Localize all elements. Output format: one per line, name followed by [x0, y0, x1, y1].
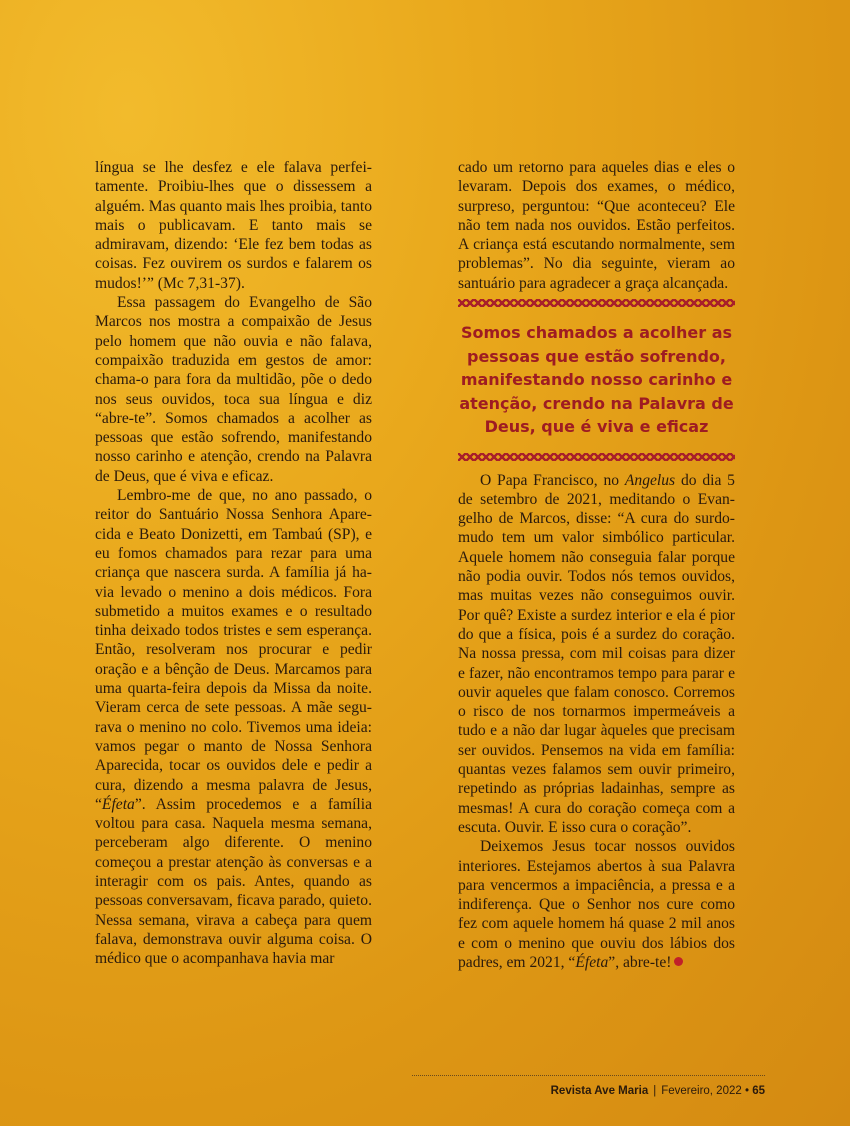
- right-column: [458, 158, 735, 972]
- page-number: 65: [752, 1085, 765, 1097]
- footer-separator: |: [653, 1085, 657, 1097]
- decorative-divider-bottom: [458, 453, 735, 461]
- italic-word: Éfeta: [575, 954, 609, 971]
- pull-quote: Somos chamados a acolher as pessoas que estão sofrendo, manifestando nosso carinho e atenção, crendo na Palavra de Deus, que é viva e eficaz: [459, 323, 734, 437]
- text-run: Deixemos Jesus tocar nossos ouvidos interiores. Estejamos abertos à sua Palavra para vencermos a impaciência, a pressa e a indiferença. Que o Senhor nos cure como fez com aquele homem há quase 2 mil anos e com o menino que ouviu dos lábios dos padres, em 2021, “: [458, 838, 735, 971]
- paragraph: [458, 837, 735, 972]
- paragraph: cado um retorno para aqueles dias e eles o levaram. Depois dos exames, o médico, surpreso, perguntou: “Que aconteceu? Ele não tem nada nos ouvidos. Estão perfeitos. A criança está escutando normalmente, sem problemas”. No dia seguinte, vieram ao santuário para agradecer a graça alcançada.: [458, 159, 735, 292]
- magazine-name: Revista Ave Maria: [550, 1085, 649, 1097]
- decorative-divider-top: [458, 299, 735, 307]
- paragraph: [95, 486, 372, 968]
- footer-rule: [412, 1075, 765, 1076]
- text-run: O Papa Francisco, no: [480, 471, 625, 489]
- page-footer: [551, 1085, 765, 1097]
- paragraph: língua se lhe desfez e ele falava perfeitamente. Proibiu-lhes que o dissessem a alguém. Mas quanto mais lhes proibia, tanto mais o publicavam. E tanto mais se admiravam, dizendo: ‘Ele fez bem todas as coisas. Fez ouvirem os surdos e falarem os mudos!’” (Mc 7,31-37).: [95, 159, 372, 292]
- text-run: do dia 5 de setembro de 2021, meditando o Evangelho de Marcos, disse: “A cura do surdo-mudo tem um valor simbólico particular. Aquele homem não conseguia falar porque não podia ouvir. Todos nós temos ouvidos, mas muitas vezes não conseguimos ouvir. Por quê? Existe a surdez interior e ela é pior do que a física, pois é a surdez do coração. Na nossa pressa, com mil coisas para dizer e fazer, não encontramos tempo para parar e ouvir aqueles que falam conosco. Corremos o risco de nos tornarmos impermeáveis a tudo e a não dar lugar àqueles que precisam ser ouvidos. Pensemos na vida em família: quantas vezes falamos sem ouvir primeiro, repetindo as próprias ladainhas, sempre as mesmas! A cura do coração começa com a escuta. Ouvir. E isso cura o coração”.: [458, 471, 735, 836]
- text-run: ”. Assim procedemos e a família voltou para casa. Naquela mesma semana, perceberam algo diferente. O menino começou a prestar atenção às conversas e a interagir com os pais. Antes, quando as pessoas conversavam, ficava parado, quieto. Nessa semana, virava a cabeça para quem falava, demonstrava ouvir alguma coisa. O médico que o acompanhava havia mar: [95, 795, 372, 968]
- text-run: ”, abre-te!: [608, 954, 672, 971]
- text-run: Lembro-me de que, no ano passado, o reitor do Santuário Nossa Senhora Aparecida e Beato Donizetti, em Tambaú (SP), e eu fomos chamados para rezar para uma criança que nascera surda. A família já havia levado o menino a dois médicos. Fora submetido a muitos exames e o resultado tinha deixado todos tristes e sem esperança. Então, resolveram nos procurar e pedir oração e a bênção de Deus. Marcamos para uma quarta-feira depois da Missa da noite. Vieram cerca de sete pessoas. A mãe segurava o menino no colo. Tivemos uma ideia: vamos pegar o manto de Nossa Senhora Aparecida, tocar os ouvidos dele e pedir a cura, dizendo a mesma palavra de Jesus, “: [95, 487, 372, 813]
- paragraph: [458, 471, 735, 838]
- italic-word: Angelus: [624, 471, 676, 489]
- italic-word: Éfeta: [101, 795, 135, 813]
- left-column: [95, 158, 372, 968]
- issue-date: Fevereiro, 2022: [661, 1085, 742, 1097]
- footer-bullet: •: [744, 1085, 749, 1097]
- end-mark-icon: [674, 957, 683, 966]
- paragraph: Essa passagem do Evangelho de São Marcos nos mostra a compaixão de Jesus pelo homem que não ouvia e não falava, compaixão traduzida em gestos de amor: chama-o para fora da multidão, põe o dedo nos seus ouvidos, toca sua língua e diz “abre-te”. Somos chamados a acolher as pessoas que estão sofrendo, manifestando nosso carinho e atenção, crendo na Palavra de Deus, que é viva e eficaz.: [95, 294, 372, 485]
